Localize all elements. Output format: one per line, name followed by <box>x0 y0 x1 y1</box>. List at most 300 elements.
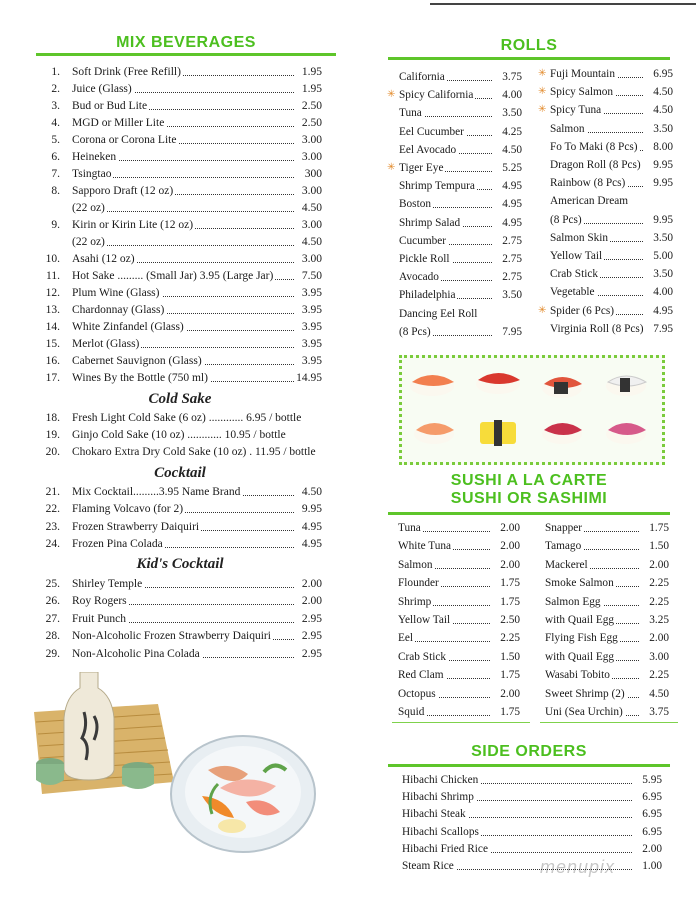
item-price: 3.50 <box>500 104 522 122</box>
menu-row <box>398 648 520 666</box>
item-name: Spicy Salmon <box>550 83 615 101</box>
column-divider <box>392 722 530 723</box>
item-name: Shirley Temple <box>72 576 144 593</box>
star-icon: ✳ <box>387 89 396 101</box>
sushi-photo <box>402 358 662 462</box>
item-name: Frozen Strawberry Daiquiri <box>72 519 201 536</box>
beverages-title: MIX BEVERAGES <box>116 34 256 51</box>
menu-row <box>38 115 322 132</box>
item-price: 5.25 <box>500 159 522 177</box>
item-name: with Quail Egg <box>545 611 616 629</box>
item-price: 6.95 <box>640 788 662 806</box>
item-name: Vegetable <box>550 283 597 301</box>
menu-row <box>38 444 322 461</box>
item-name: Asahi (12 oz) <box>72 251 137 268</box>
item-price: 2.00 <box>300 593 322 610</box>
item-name: Salmon Skin <box>550 229 610 247</box>
item-name: Pickle Roll <box>399 250 452 268</box>
menu-row <box>398 593 520 611</box>
item-price: 2.50 <box>300 98 322 115</box>
item-price: 2.75 <box>500 232 522 250</box>
item-name: Sweet Shrimp (2) <box>545 685 627 703</box>
item-name: Fo To Maki (8 Pcs) <box>550 138 640 156</box>
item-number: 28. <box>45 630 60 643</box>
item-name: Red Clam <box>398 666 446 684</box>
item-price: 3.00 <box>647 648 669 666</box>
menu-row <box>545 666 669 684</box>
item-price: 4.00 <box>651 283 673 301</box>
item-price: 2.95 <box>300 646 322 663</box>
item-price: 8.00 <box>651 138 673 156</box>
item-price: 2.25 <box>647 666 669 684</box>
item-price: 1.75 <box>498 666 520 684</box>
item-name: Dancing Eel Roll <box>399 305 479 323</box>
menu-row <box>398 611 520 629</box>
item-price: 2.00 <box>498 685 520 703</box>
item-price: 6.95 <box>640 805 662 823</box>
sushi-title-line1: SUSHI A LA CARTE <box>450 472 608 489</box>
item-name: Mackerel <box>545 556 590 574</box>
item-number: 29. <box>45 647 60 660</box>
kids-cocktail-title: Kid's Cocktail <box>136 556 224 572</box>
menu-row <box>399 104 522 122</box>
menu-row <box>402 788 662 806</box>
menu-row <box>38 353 322 370</box>
item-price: 1.95 <box>300 64 322 81</box>
item-price: 2.95 <box>300 628 322 645</box>
item-name: Eel <box>398 629 415 647</box>
menu-row <box>38 251 322 268</box>
menu-row <box>538 83 673 101</box>
item-price: 4.00 <box>500 86 522 104</box>
item-name: Shrimp Salad <box>399 214 462 232</box>
item-name: Shrimp Tempura <box>399 177 477 195</box>
star-icon: ✳ <box>538 104 547 116</box>
top-rule <box>430 3 696 5</box>
menu-row <box>38 628 322 645</box>
item-text: Chokaro Extra Dry Cold Sake (10 oz) . 11.95 / bottle <box>72 446 316 458</box>
rolls-title: ROLLS <box>500 37 558 54</box>
item-price: 4.95 <box>300 519 322 536</box>
item-name: Crab Stick <box>398 648 448 666</box>
item-price: 3.50 <box>651 120 673 138</box>
item-number: 11. <box>46 270 60 282</box>
menu-row <box>545 593 669 611</box>
menu-row <box>545 556 669 574</box>
item-name: Non-Alcoholic Frozen Strawberry Daiquiri <box>72 628 273 645</box>
item-price: 2.00 <box>300 576 322 593</box>
item-price: 9.95 <box>651 174 673 192</box>
item-price: 4.50 <box>300 484 322 501</box>
item-price: 2.75 <box>500 268 522 286</box>
menu-row <box>38 536 322 553</box>
item-name: Corona or Corona Lite <box>72 132 178 149</box>
item-price: 3.00 <box>300 132 322 149</box>
item-name: Plum Wine (Glass) <box>72 285 162 302</box>
item-number: 14. <box>45 321 60 333</box>
item-number: 1. <box>51 66 60 78</box>
item-name: Virginia Roll (8 Pcs) <box>550 320 646 338</box>
menu-row <box>399 141 522 159</box>
item-name: Wines By the Bottle (750 ml) <box>72 370 210 387</box>
item-name: Spicy California <box>399 86 475 104</box>
item-text: Ginjo Cold Sake (10 oz) ............ 10.95 / bottle <box>72 429 286 441</box>
item-name: Spicy Tuna <box>550 101 603 119</box>
item-price: 4.50 <box>500 141 522 159</box>
item-name: Hibachi Chicken <box>402 771 480 789</box>
item-price: 5.95 <box>640 771 662 789</box>
menu-row <box>545 611 669 629</box>
item-price: 3.00 <box>300 183 322 200</box>
column-divider <box>540 722 678 723</box>
menu-row <box>550 247 673 265</box>
item-price: 9.95 <box>651 211 673 229</box>
menu-row <box>398 703 520 721</box>
menu-row <box>38 200 322 217</box>
item-number: 4. <box>51 117 60 129</box>
item-price: 3.25 <box>647 611 669 629</box>
item-price: 2.00 <box>498 556 520 574</box>
menu-row <box>399 232 522 250</box>
item-price: 4.50 <box>300 200 322 217</box>
item-price: 2.00 <box>647 556 669 574</box>
menu-row <box>402 771 662 789</box>
item-name: Sapporo Draft (12 oz) <box>72 183 175 200</box>
item-price: 2.00 <box>647 629 669 647</box>
item-number: 25. <box>45 578 60 590</box>
menu-row <box>402 840 662 858</box>
item-number: 22. <box>45 503 60 516</box>
item-name: (22 oz) <box>72 234 107 251</box>
item-price: 4.95 <box>500 195 522 213</box>
menu-row <box>402 805 662 823</box>
item-number: 23. <box>45 520 60 533</box>
menu-row <box>38 149 322 166</box>
item-name: Hot Sake ......... (Small Jar) 3.95 (Large Jar) <box>72 268 275 285</box>
item-price: 2.50 <box>300 115 322 132</box>
menu-row <box>550 265 673 283</box>
rolls-title-bar <box>388 57 670 60</box>
item-price: 3.00 <box>300 251 322 268</box>
item-price: 4.50 <box>651 83 673 101</box>
menu-row <box>398 519 520 537</box>
item-price: 2.50 <box>498 611 520 629</box>
item-name: Frozen Pina Colada <box>72 536 165 553</box>
menu-row <box>398 666 520 684</box>
item-name: Flaming Volcavo (for 2) <box>72 501 185 518</box>
item-price: 3.50 <box>651 265 673 283</box>
item-price: 4.50 <box>647 685 669 703</box>
item-price: 7.50 <box>300 268 322 285</box>
item-price: 4.50 <box>651 101 673 119</box>
item-price: 3.95 <box>300 285 322 302</box>
item-number: 8. <box>51 185 60 197</box>
item-name: Mix Cocktail.........3.95 Name Brand <box>72 484 242 501</box>
item-price: 3.00 <box>300 217 322 234</box>
menu-row <box>398 629 520 647</box>
item-name: Yellow Tail <box>550 247 604 265</box>
menu-row <box>550 156 673 174</box>
menu-row <box>550 138 673 156</box>
menu-row <box>399 68 522 86</box>
item-price: 4.95 <box>500 214 522 232</box>
menu-row <box>399 268 522 286</box>
item-name: Salmon <box>550 120 587 138</box>
menu-row <box>387 86 522 104</box>
item-price: 1.75 <box>498 593 520 611</box>
item-price: 1.75 <box>498 574 520 592</box>
item-number: 21. <box>45 486 60 498</box>
item-name: Fuji Mountain <box>550 65 617 83</box>
item-price: 2.25 <box>498 629 520 647</box>
menu-row <box>38 410 322 427</box>
item-price: 5.00 <box>651 247 673 265</box>
star-icon: ✳ <box>387 162 396 173</box>
item-name: Tuna <box>398 519 423 537</box>
sake-set-image <box>28 672 176 800</box>
item-number: 13. <box>45 304 60 316</box>
item-name: Non-Alcoholic Pina Colada <box>72 646 202 663</box>
item-price: 2.00 <box>498 519 520 537</box>
item-price: 3.95 <box>300 336 322 353</box>
item-name: Rainbow (8 Pcs) <box>550 174 627 192</box>
item-name: Octopus <box>398 685 438 703</box>
menu-row <box>545 537 669 555</box>
item-name: White Zinfandel (Glass) <box>72 319 186 336</box>
item-number: 2. <box>51 83 60 95</box>
item-price: 2.00 <box>640 840 662 858</box>
item-price: 3.95 <box>300 353 322 370</box>
item-price: 4.95 <box>500 177 522 195</box>
item-price: 14.95 <box>294 370 322 387</box>
item-price: 6.95 <box>651 65 673 83</box>
item-name: Wasabi Tobito <box>545 666 612 684</box>
item-number: 19. <box>45 429 60 441</box>
menu-row <box>38 132 322 149</box>
menu-row <box>38 576 322 593</box>
sushi-photo-frame <box>399 355 665 465</box>
menu-row <box>550 229 673 247</box>
item-price: 9.95 <box>651 156 673 174</box>
menu-row <box>38 98 322 115</box>
item-number: 17. <box>45 372 60 384</box>
item-name: Shrimp <box>398 593 433 611</box>
star-icon: ✳ <box>538 86 547 98</box>
menu-row <box>38 234 322 251</box>
item-name: Avocado <box>399 268 441 286</box>
menu-row <box>402 823 662 841</box>
item-price: 7.95 <box>500 323 522 341</box>
item-number: 9. <box>51 219 60 231</box>
item-name: Dragon Roll (8 Pcs) <box>550 156 643 174</box>
item-name: Chardonnay (Glass) <box>72 302 166 319</box>
item-number: 16. <box>45 355 60 367</box>
menu-row <box>38 484 322 501</box>
item-price: 3.75 <box>500 68 522 86</box>
item-price: 7.95 <box>651 320 673 338</box>
item-number: 27. <box>45 612 60 625</box>
item-name: Smoke Salmon <box>545 574 616 592</box>
item-price: 1.00 <box>640 857 662 875</box>
menu-row <box>38 336 322 353</box>
item-name: (8 Pcs) <box>550 211 584 229</box>
item-price: 3.95 <box>300 319 322 336</box>
item-number: 7. <box>51 168 60 180</box>
item-name: Salmon Egg <box>545 593 603 611</box>
item-name: Tsingtao <box>72 166 113 183</box>
star-icon: ✳ <box>538 304 547 316</box>
item-name: Hibachi Shrimp <box>402 788 476 806</box>
item-price: 1.50 <box>647 537 669 555</box>
menu-row <box>38 64 322 81</box>
item-name: White Tuna <box>398 537 453 555</box>
item-price: 1.75 <box>498 703 520 721</box>
item-number: 12. <box>45 287 60 299</box>
side-orders-title-bar <box>388 764 670 767</box>
menu-row <box>550 283 673 301</box>
menu-row <box>545 574 669 592</box>
menu-row <box>545 703 669 721</box>
item-name: Flounder <box>398 574 441 592</box>
item-name: Hibachi Fried Rice <box>402 840 490 858</box>
item-name: Soft Drink (Free Refill) <box>72 64 183 81</box>
menu-row <box>38 217 322 234</box>
menu-row <box>38 370 322 387</box>
side-orders-title: SIDE ORDERS <box>471 743 587 760</box>
item-price: 4.95 <box>651 302 673 320</box>
item-name: Squid <box>398 703 426 721</box>
menu-row <box>38 268 322 285</box>
menu-row <box>399 123 522 141</box>
menu-row <box>38 611 322 628</box>
item-name: Kirin or Kirin Lite (12 oz) <box>72 217 195 234</box>
menu-row <box>38 319 322 336</box>
item-name: Uni (Sea Urchin) <box>545 703 625 721</box>
menu-row <box>398 685 520 703</box>
menu-row <box>550 120 673 138</box>
item-price: 4.25 <box>500 123 522 141</box>
item-name: Juice (Glass) <box>72 81 134 98</box>
item-price: 3.75 <box>647 703 669 721</box>
item-name: Philadelphia <box>399 286 457 304</box>
cocktail-title: Cocktail <box>154 465 206 481</box>
item-name: Steam Rice <box>402 857 456 875</box>
menu-row <box>402 857 662 875</box>
menu-row <box>399 305 522 323</box>
menu-row <box>38 427 322 444</box>
item-name: Fruit Punch <box>72 611 128 628</box>
item-number: 15. <box>45 338 60 350</box>
item-price: 1.75 <box>647 519 669 537</box>
item-price: 2.00 <box>498 537 520 555</box>
item-name: Eel Avocado <box>399 141 458 159</box>
item-number: 6. <box>51 151 60 163</box>
item-name: Tiger Eye <box>399 159 445 177</box>
menu-row <box>38 285 322 302</box>
menu-row <box>399 286 522 304</box>
menu-row <box>399 195 522 213</box>
menu-row <box>38 81 322 98</box>
item-name: Boston <box>399 195 433 213</box>
watermark: menupix <box>540 857 616 877</box>
menu-row <box>545 629 669 647</box>
item-price: 4.95 <box>300 536 322 553</box>
item-number: 26. <box>45 595 60 608</box>
item-name: Snapper <box>545 519 584 537</box>
item-name: American Dream <box>550 192 630 210</box>
menu-row <box>399 250 522 268</box>
menu-row <box>387 159 522 177</box>
item-price: 6.95 <box>640 823 662 841</box>
item-name: Cucumber <box>399 232 448 250</box>
item-name: MGD or Miller Lite <box>72 115 166 132</box>
item-price: 4.50 <box>300 234 322 251</box>
item-number: 18. <box>45 412 60 424</box>
cold-sake-title: Cold Sake <box>148 391 212 407</box>
item-name: Bud or Bud Lite <box>72 98 149 115</box>
sushi-title-line2: SUSHI OR SASHIMI <box>450 490 608 507</box>
item-number: 20. <box>45 446 60 458</box>
menu-row <box>538 101 673 119</box>
item-price: 3.00 <box>300 149 322 166</box>
beverages-title-bar <box>36 53 336 56</box>
item-name: California <box>399 68 447 86</box>
menu-row <box>38 166 322 183</box>
item-price: 2.95 <box>300 611 322 628</box>
item-name: Roy Rogers <box>72 593 129 610</box>
menu-row <box>38 519 322 536</box>
item-price: 3.50 <box>651 229 673 247</box>
item-number: 10. <box>45 253 60 265</box>
menu-row <box>398 556 520 574</box>
menu-row <box>538 302 673 320</box>
menu-row <box>550 211 673 229</box>
item-number: 3. <box>51 100 60 112</box>
item-price: 300 <box>303 166 322 183</box>
item-name: Tuna <box>399 104 424 122</box>
menu-row <box>538 65 673 83</box>
item-name: Cabernet Sauvignon (Glass) <box>72 353 204 370</box>
item-price: 3.50 <box>500 286 522 304</box>
sushi-title-bar <box>388 512 670 515</box>
item-price: 2.25 <box>647 593 669 611</box>
item-price: 3.95 <box>300 302 322 319</box>
menu-row <box>399 177 522 195</box>
menu-row <box>550 192 673 210</box>
item-name: (8 Pcs) <box>399 323 433 341</box>
item-name: Spider (6 Pcs) <box>550 302 616 320</box>
menu-row <box>38 646 322 663</box>
menu-row <box>550 320 673 338</box>
item-name: with Quail Egg <box>545 648 616 666</box>
item-name: Salmon <box>398 556 435 574</box>
item-price: 9.95 <box>300 501 322 518</box>
menu-row <box>545 519 669 537</box>
sashimi-bowl-image <box>168 730 318 856</box>
menu-row <box>550 174 673 192</box>
item-name: Flying Fish Egg <box>545 629 620 647</box>
item-price: 2.25 <box>647 574 669 592</box>
item-price: 1.95 <box>300 81 322 98</box>
item-text: Fresh Light Cold Sake (6 oz) ............ 6.95 / bottle <box>72 412 302 424</box>
item-name: Eel Cucumber <box>399 123 466 141</box>
item-name: Tamago <box>545 537 583 555</box>
item-name: Merlot (Glass) <box>72 336 141 353</box>
item-name: (22 oz) <box>72 200 107 217</box>
menu-row <box>398 537 520 555</box>
item-price: 2.75 <box>500 250 522 268</box>
menu-row <box>38 302 322 319</box>
